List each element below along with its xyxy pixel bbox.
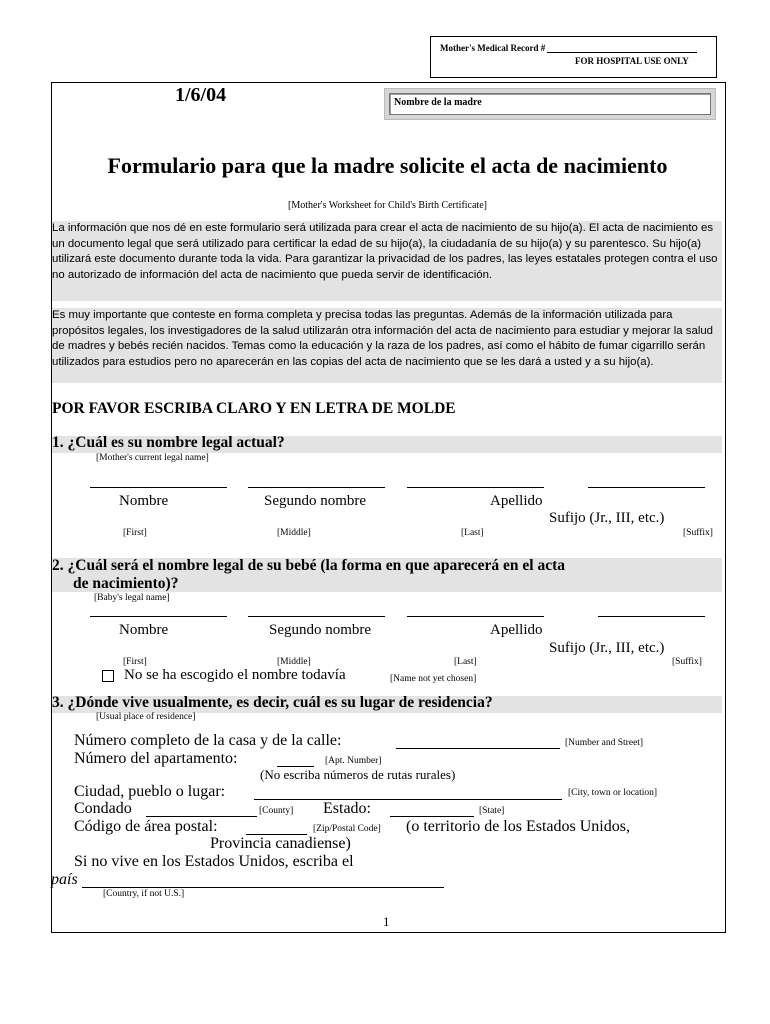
q2-question-line1: 2. ¿Cuál será el nombre legal de su bebé (la forma en que aparecerá en el acta	[52, 557, 566, 574]
q1-last-line[interactable]	[407, 487, 544, 488]
q1-suffix-label: Sufijo (Jr., III, etc.)	[549, 510, 665, 526]
zip-note-2: Provincia canadiense)	[210, 835, 351, 852]
q1-middle-label: Segundo nombre	[264, 493, 367, 509]
q1-last-label: Apellido	[490, 493, 543, 509]
street-line[interactable]	[396, 748, 560, 749]
zip-note-1: (o territorio de los Estados Unidos,	[406, 818, 630, 835]
q1-first-line[interactable]	[90, 487, 227, 488]
q2-suffix-line[interactable]	[598, 616, 705, 617]
country-english: [Country, if not U.S.]	[103, 889, 185, 899]
apt-english: [Apt. Number]	[325, 756, 382, 766]
q2-last-en: [Last]	[454, 657, 477, 667]
form-title: Formulario para que la madre solicite el acta de nacimiento	[107, 153, 668, 178]
form-subtitle: [Mother's Worksheet for Child's Birth Certificate]	[288, 200, 487, 211]
intro-paragraph-1: La información que nos dé en este formulario será utilizada para crear el acta de nacimiento de su hijo(a). El acta de nacimiento es un documento legal que será utilizado para certificar la edad de su hijo(a), la ciudadanía de su hijo(a) y su parentesco. Su hijo(a) utilizará este documento durante toda la vida. Para garantizar la privacidad de los padres, las leyes estatales protegen contra el uso no autorizado de información del acta de nacimiento que pueda servir de identificación.	[52, 221, 722, 301]
state-english: [State]	[479, 806, 505, 816]
city-english: [City, town or location]	[568, 788, 658, 798]
country-label-1: Si no vive en los Estados Unidos, escriba el	[74, 853, 354, 870]
q2-english: [Baby's legal name]	[94, 593, 170, 603]
q1-suffix-en: [Suffix]	[683, 528, 713, 538]
city-label: Ciudad, pueblo o lugar:	[74, 783, 226, 800]
state-line[interactable]	[390, 816, 474, 817]
q1-english: [Mother's current legal name]	[96, 453, 209, 463]
q2-first-label: Nombre	[119, 622, 169, 638]
q2-suffix-label: Sufijo (Jr., III, etc.)	[549, 640, 665, 656]
q2-last-line[interactable]	[407, 616, 544, 617]
q2-last-label: Apellido	[490, 622, 543, 638]
q3-question: 3. ¿Dónde vive usualmente, es decir, cuál es su lugar de residencia?	[52, 694, 493, 711]
q1-first-en: [First]	[123, 528, 147, 538]
medical-record-line	[547, 52, 697, 53]
q2-middle-en: [Middle]	[277, 657, 311, 667]
medical-record-label: Mother's Medical Record #	[440, 43, 546, 53]
county-label: Condado	[74, 800, 132, 817]
q3-english: [Usual place of residence]	[96, 712, 196, 722]
apt-label: Número del apartamento:	[74, 750, 238, 767]
zip-english: [Zip/Postal Code]	[313, 824, 381, 834]
not-chosen-label: No se ha escogido el nombre todavía	[124, 667, 346, 683]
q1-suffix-line[interactable]	[588, 487, 705, 488]
city-line[interactable]	[254, 799, 562, 800]
medical-record-field[interactable]	[440, 43, 697, 53]
q2-first-line[interactable]	[90, 616, 227, 617]
q2-first-en: [First]	[123, 657, 147, 667]
please-print-heading: POR FAVOR ESCRIBA CLARO Y EN LETRA DE MOLDE	[52, 400, 456, 417]
rural-note: (No escriba números de rutas rurales)	[260, 767, 456, 782]
page-number: 1	[383, 914, 390, 929]
mother-name-label: Nombre de la madre	[394, 97, 482, 108]
state-label: Estado:	[323, 800, 371, 817]
q2-middle-label: Segundo nombre	[269, 622, 372, 638]
not-chosen-checkbox[interactable]	[102, 670, 114, 682]
q1-middle-line[interactable]	[248, 487, 385, 488]
street-label: Número completo de la casa y de la calle:	[74, 732, 342, 749]
q1-middle-en: [Middle]	[277, 528, 311, 538]
county-english: [County]	[259, 806, 294, 816]
intro-paragraph-2: Es muy importante que conteste en forma completa y precisa todas las preguntas. Además de la información utilizada para propósitos legales, los investigadores de la salud utilizarán otra información del acta de nacimiento para estudiar y mejorar la salud de madres y bebés recién nacidos. Temas como la educación y la raza de los padres, así como el hábito de fumar cigarrillo serán utilizados para estudios pero no aparecerán en las copias del acta de nacimiento que se les dará a usted y a su hijo(a).	[52, 308, 722, 383]
q1-first-label: Nombre	[119, 493, 169, 509]
q1-last-en: [Last]	[461, 528, 484, 538]
q2-suffix-en: [Suffix]	[672, 657, 702, 667]
street-english: [Number and Street]	[565, 738, 644, 748]
county-line[interactable]	[146, 816, 257, 817]
form-date: 1/6/04	[175, 84, 227, 106]
not-chosen-english: [Name not yet chosen]	[390, 674, 477, 684]
zip-label: Código de área postal:	[74, 818, 218, 835]
q2-middle-line[interactable]	[248, 616, 385, 617]
hospital-use-only: FOR HOSPITAL USE ONLY	[575, 56, 689, 66]
q2-question-line2: de nacimiento)?	[73, 575, 179, 592]
country-line[interactable]	[82, 887, 444, 888]
country-label-2: país	[51, 871, 78, 888]
q1-question: 1. ¿Cuál es su nombre legal actual?	[52, 434, 285, 451]
